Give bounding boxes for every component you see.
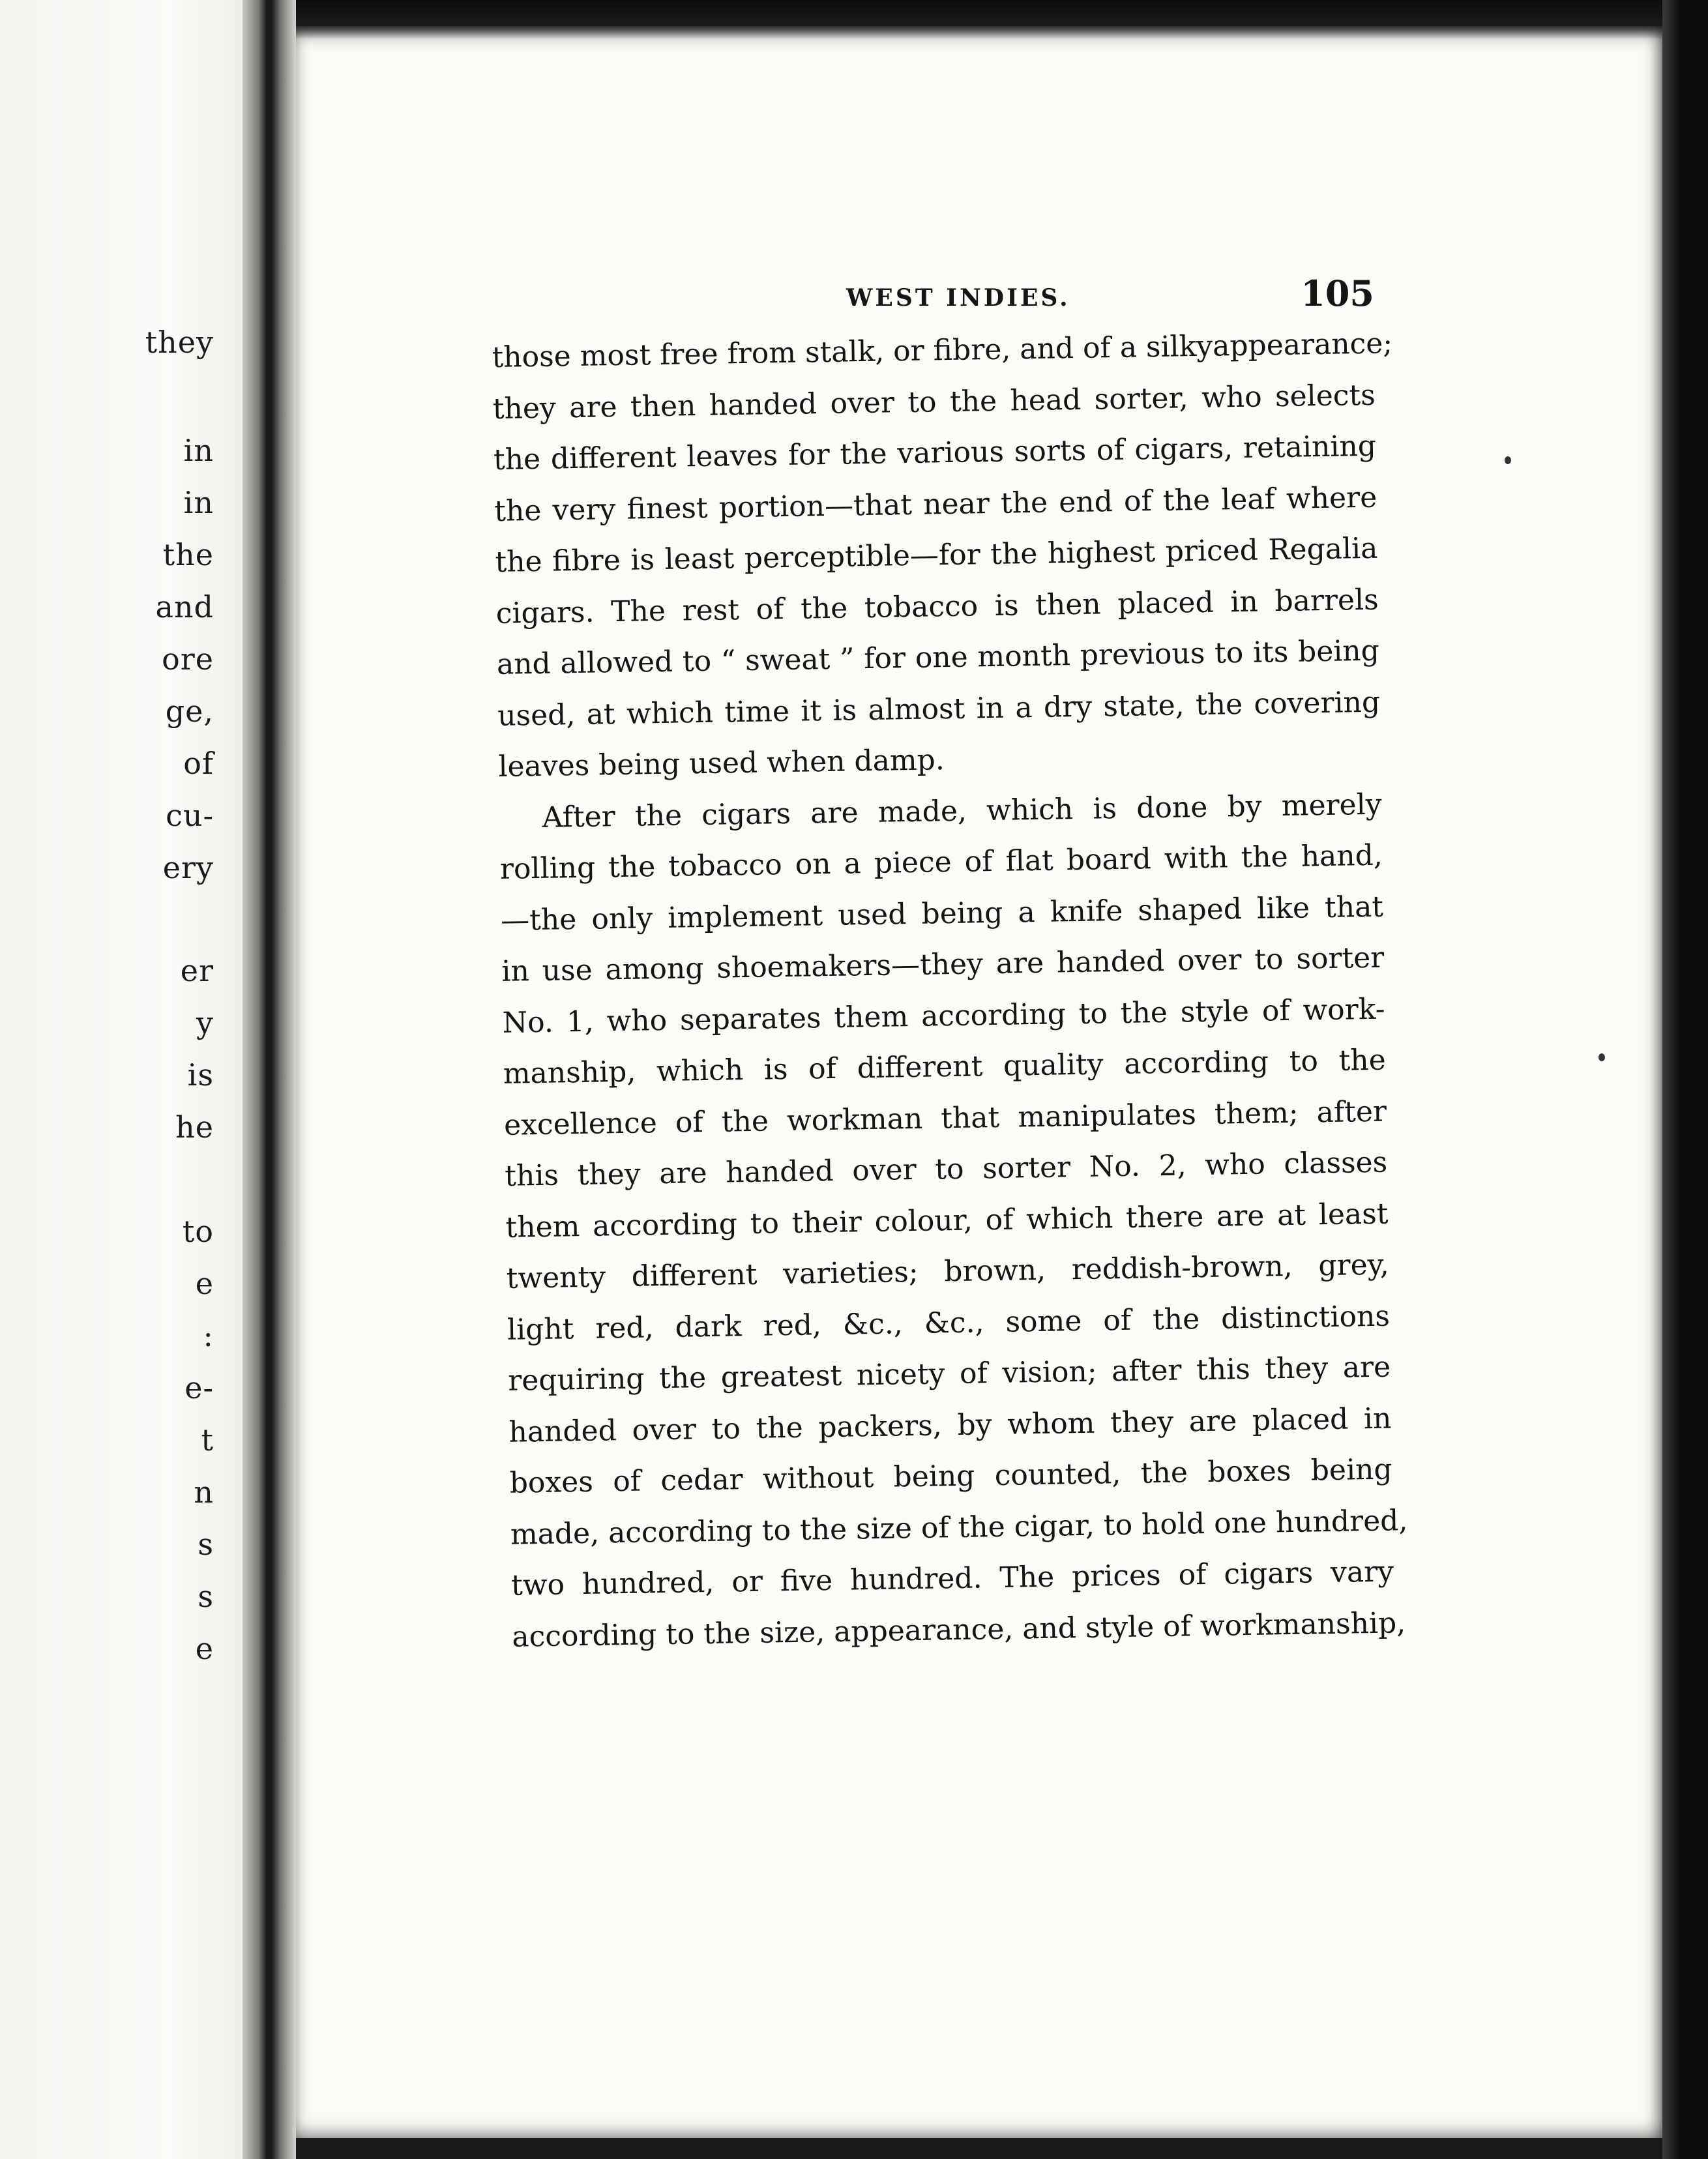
previous-page-fragment — [0, 0, 243, 2159]
left-fragment: in — [183, 485, 214, 520]
text-line: and allowed to “ sweat ” for one month previous to its being — [496, 634, 1380, 681]
text-line: the very finest portion—that near the end of the leaf where — [493, 480, 1377, 528]
left-fragment: is — [187, 1057, 214, 1093]
text-line: this they are handed over to sorter No. 2, who classes — [504, 1145, 1388, 1193]
left-fragment: he — [175, 1109, 214, 1145]
page-number: 105 — [1301, 272, 1374, 314]
text-line: —the only implement used being a knife shaped like that — [500, 890, 1384, 937]
text-line: No. 1, who separates them according to the style of work- — [502, 992, 1385, 1040]
left-fragment: ery — [162, 850, 214, 885]
left-fragment: s — [198, 1527, 214, 1562]
left-fragment: to — [182, 1214, 214, 1249]
left-fragment: s — [198, 1579, 214, 1614]
text-line: handed over to the packers, by whom they are placed in — [508, 1402, 1392, 1449]
text-line: rolling the tobacco on a piece of flat board with the hand, — [499, 838, 1383, 886]
text-line: light red, dark red, &c., &c., some of the distinctions — [507, 1299, 1391, 1347]
page-right-edge — [1662, 0, 1708, 2159]
left-fragment: of — [183, 746, 214, 781]
left-fragment: e- — [184, 1370, 214, 1405]
text-line: manship, which is of different quality according to the — [503, 1043, 1387, 1091]
left-fragment: and — [155, 589, 214, 624]
text-line: the fibre is least perceptible—for the highest priced Regalia — [495, 531, 1378, 579]
left-fragment: ore — [162, 641, 214, 677]
left-fragment: n — [194, 1475, 214, 1510]
running-head: WEST INDIES. — [846, 284, 1070, 312]
text-line: two hundred, or five hundred. The prices of cigars vary — [510, 1555, 1394, 1602]
left-fragment: ge, — [165, 694, 214, 729]
page-top-shadow — [296, 0, 1662, 39]
text-line: those most free from stalk, or fibre, and of a silkyappearance; — [492, 327, 1393, 374]
text-line: After the cigars are made, which is done by merely — [542, 787, 1382, 834]
text-line: in use among shoemakers—they are handed over to sorter — [501, 941, 1385, 988]
left-fragment: : — [203, 1318, 214, 1353]
ink-speck — [1505, 456, 1511, 464]
text-line: cigars. The rest of the tobacco is then placed in barrels — [495, 583, 1379, 630]
text-line: used, at which time it is almost in a dry state, the covering — [497, 685, 1381, 733]
left-fragment: cu- — [166, 798, 214, 833]
left-fragment: the — [162, 537, 214, 572]
text-line: boxes of cedar without being counted, the boxes being — [509, 1452, 1392, 1500]
ink-speck — [1598, 1053, 1605, 1061]
left-fragment: y — [196, 1005, 214, 1040]
text-line: twenty different varieties; brown, reddish-brown, grey, — [506, 1248, 1390, 1295]
text-line: according to the size, appearance, and style of workmanship, — [512, 1606, 1406, 1654]
left-fragment: e — [195, 1631, 214, 1666]
text-line: them according to their colour, of which there are at least — [505, 1197, 1389, 1244]
text-line: excellence of the workman that manipulates them; after — [503, 1094, 1387, 1142]
text-line: made, according to the size of the cigar, to hold one hundred, — [510, 1503, 1408, 1551]
left-fragment: in — [183, 433, 214, 468]
left-fragment: e — [195, 1266, 214, 1301]
text-line: leaves being used when damp. — [498, 743, 945, 784]
text-line: they are then handed over to the head sorter, who selects — [492, 378, 1376, 426]
book-gutter — [243, 0, 296, 2159]
left-fragment: they — [145, 325, 214, 360]
text-line: the different leaves for the various sorts of cigars, retaining — [493, 429, 1377, 477]
body-text — [492, 319, 1408, 1663]
text-line: requiring the greatest nicety of vision; after this they are — [507, 1350, 1391, 1398]
left-fragment: t — [201, 1422, 214, 1458]
left-fragment: er — [180, 953, 214, 988]
